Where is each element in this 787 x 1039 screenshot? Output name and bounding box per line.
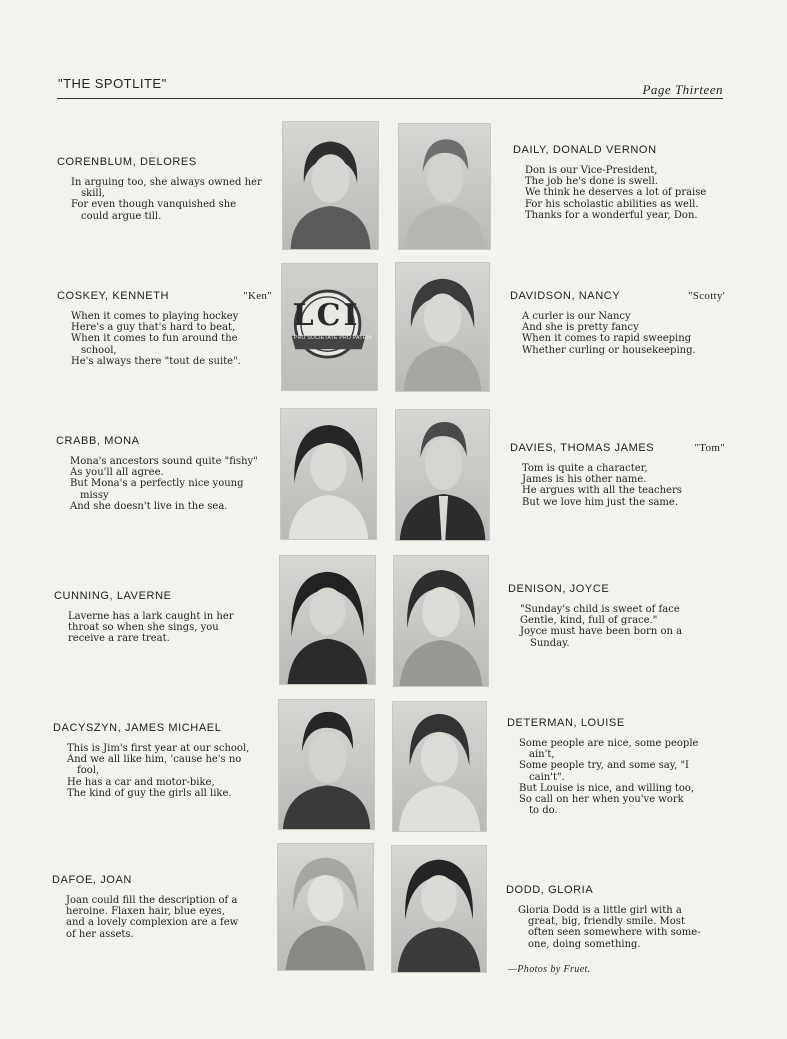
- verse-line: could argue till.: [81, 210, 162, 222]
- verse-line: Some people are nice, some people: [519, 738, 699, 749]
- student-verse: [506, 905, 721, 950]
- verse-line: skill,: [81, 188, 105, 200]
- verse-line: and a lovely complexion are a few: [66, 917, 239, 929]
- student-verse: [54, 611, 269, 645]
- student-nickname: "Tom": [694, 442, 725, 454]
- student-photo: [393, 555, 489, 687]
- verse-line: James is his other name.: [522, 474, 647, 486]
- portrait-silhouette-icon: [396, 410, 489, 540]
- student-nickname: "Ken": [243, 290, 272, 302]
- student-photo: [392, 701, 487, 832]
- photo-credit: —Photos by Fruet.: [508, 964, 591, 975]
- student-entry-denison: [508, 583, 723, 649]
- verse-line: Laverne has a lark caught in her: [68, 611, 234, 622]
- verse-line: When it comes to rapid sweeping: [522, 333, 692, 345]
- verse-line: We think he deserves a lot of praise: [525, 187, 707, 199]
- verse-line: of her assets.: [66, 928, 134, 940]
- verse-line: Don is our Vice-President,: [525, 165, 658, 176]
- verse-line: Here's a guy that's hard to beat,: [71, 322, 236, 334]
- verse-line: ain't,: [529, 749, 555, 761]
- verse-line: Some people try, and some say, "I: [519, 760, 689, 772]
- verse-line: A curler is our Nancy: [522, 311, 631, 322]
- verse-line: often seen somewhere with some-: [528, 927, 701, 939]
- page-number: Page Thirteen: [642, 82, 723, 97]
- school-seal-photo: [281, 263, 378, 391]
- portrait-silhouette-icon: [283, 122, 378, 249]
- verse-line: In arguing too, she always owned her: [71, 177, 262, 188]
- verse-line: great, big, friendly smile. Most: [528, 916, 685, 928]
- verse-line: Tom is quite a character,: [522, 463, 648, 474]
- student-verse: [510, 311, 725, 356]
- verse-line: And she is pretty fancy: [522, 322, 639, 334]
- student-name: DENISON, JOYCE: [508, 583, 610, 595]
- verse-line: Joyce must have been born on a: [520, 626, 683, 638]
- student-name: DODD, GLORIA: [506, 884, 594, 896]
- verse-line: As you'll all agree.: [70, 467, 164, 479]
- verse-line: "Sunday's child is sweet of face: [520, 604, 680, 615]
- student-entry-daily: [513, 144, 728, 221]
- verse-line: But we love him just the same.: [522, 496, 679, 508]
- seal-letters: LCI: [292, 298, 361, 333]
- verse-line: But Mona's a perfectly nice young: [70, 478, 244, 490]
- student-photo: [398, 123, 491, 250]
- student-entry-dodd: [506, 884, 721, 950]
- student-verse: [57, 177, 272, 222]
- verse-line: Gloria Dodd is a little girl with a: [518, 905, 682, 916]
- verse-line: The kind of guy the girls all like.: [67, 787, 232, 799]
- student-verse: [52, 895, 267, 940]
- seal-motto: PRO SOCIETATE PRO PATRIA: [294, 335, 372, 341]
- student-verse: [513, 165, 728, 221]
- student-verse: [510, 463, 725, 508]
- verse-line: missy: [80, 489, 109, 501]
- verse-line: And we all like him, 'cause he's no: [67, 754, 242, 766]
- header-rule: [57, 98, 723, 99]
- verse-line: Joan could fill the description of a: [66, 895, 238, 906]
- student-nickname: "Scotty': [688, 290, 725, 302]
- student-entry-crabb: [56, 435, 271, 512]
- student-verse: [56, 456, 271, 512]
- portrait-silhouette-icon: [394, 556, 488, 686]
- student-photo: [278, 699, 375, 830]
- student-name: DAVIDSON, NANCY: [510, 290, 621, 302]
- student-name: DACYSZYN, JAMES MICHAEL: [53, 722, 222, 734]
- student-entry-coskey: [57, 290, 272, 367]
- student-entry-determan: [507, 717, 722, 816]
- student-name: CUNNING, LAVERNE: [54, 590, 172, 602]
- student-verse: [508, 604, 723, 649]
- verse-line: heroine. Flaxen hair, blue eyes,: [66, 906, 225, 918]
- portrait-silhouette-icon: [396, 263, 489, 391]
- student-verse: [53, 743, 268, 799]
- student-entry-corenblum: [57, 156, 272, 222]
- verse-line: So call on her when you've work: [519, 794, 684, 806]
- student-verse: [57, 311, 272, 367]
- verse-line: fool,: [77, 765, 100, 777]
- verse-line: For his scholastic abilities as well.: [525, 198, 699, 210]
- student-entry-dacyszyn: [53, 722, 268, 799]
- student-photo: [279, 555, 376, 685]
- student-entry-davies: [510, 442, 725, 508]
- verse-line: throat so when she sings, you: [68, 622, 219, 634]
- student-photo: [282, 121, 379, 250]
- page-header-title: "THE SPOTLITE": [58, 76, 167, 91]
- verse-line: school,: [81, 344, 117, 356]
- portrait-silhouette-icon: [278, 844, 373, 970]
- student-photo: [277, 843, 374, 971]
- verse-line: Mona's ancestors sound quite "fishy": [70, 456, 258, 467]
- verse-line: He argues with all the teachers: [522, 485, 682, 497]
- verse-line: Gentle, kind, full of grace.": [520, 615, 658, 627]
- portrait-silhouette-icon: [392, 846, 486, 972]
- verse-line: Thanks for a wonderful year, Don.: [525, 209, 698, 221]
- student-name: COSKEY, KENNETH: [57, 290, 170, 302]
- student-name: DAILY, DONALD VERNON: [513, 144, 657, 156]
- verse-line: Sunday.: [530, 637, 570, 649]
- student-photo: [395, 262, 490, 392]
- student-name: DAVIES, THOMAS JAMES: [510, 442, 655, 454]
- student-photo: [395, 409, 490, 541]
- verse-line: The job he's done is swell.: [525, 176, 658, 188]
- student-name: CRABB, MONA: [56, 435, 140, 447]
- student-photo: [391, 845, 487, 973]
- verse-line: When it comes to fun around the: [71, 333, 238, 345]
- student-entry-cunning: [54, 590, 269, 645]
- verse-line: For even though vanquished she: [71, 199, 237, 211]
- verse-line: one, doing something.: [528, 938, 641, 950]
- verse-line: Whether curling or housekeeping.: [522, 344, 696, 356]
- verse-line: cain't".: [529, 771, 565, 783]
- verse-line: This is Jim's first year at our school,: [67, 743, 250, 754]
- student-photo: [280, 408, 377, 540]
- portrait-silhouette-icon: [281, 409, 376, 539]
- portrait-silhouette-icon: [393, 702, 486, 831]
- student-entry-dafoe: [52, 874, 267, 940]
- verse-line: When it comes to playing hockey: [71, 311, 239, 322]
- student-name: DAFOE, JOAN: [52, 874, 132, 886]
- verse-line: He's always there "tout de suite".: [71, 355, 241, 367]
- portrait-silhouette-icon: [280, 556, 375, 684]
- verse-line: receive a rare treat.: [68, 633, 170, 645]
- student-verse: [507, 738, 722, 816]
- student-entry-davidson: [510, 290, 725, 356]
- portrait-silhouette-icon: [279, 700, 374, 829]
- portrait-silhouette-icon: [399, 124, 490, 249]
- verse-line: He has a car and motor-bike,: [67, 776, 215, 788]
- verse-line: But Louise is nice, and willing too,: [519, 782, 695, 794]
- student-name: CORENBLUM, DELORES: [57, 156, 197, 168]
- student-name: DETERMAN, LOUISE: [507, 717, 625, 729]
- verse-line: to do.: [529, 805, 558, 817]
- verse-line: And she doesn't live in the sea.: [70, 500, 228, 512]
